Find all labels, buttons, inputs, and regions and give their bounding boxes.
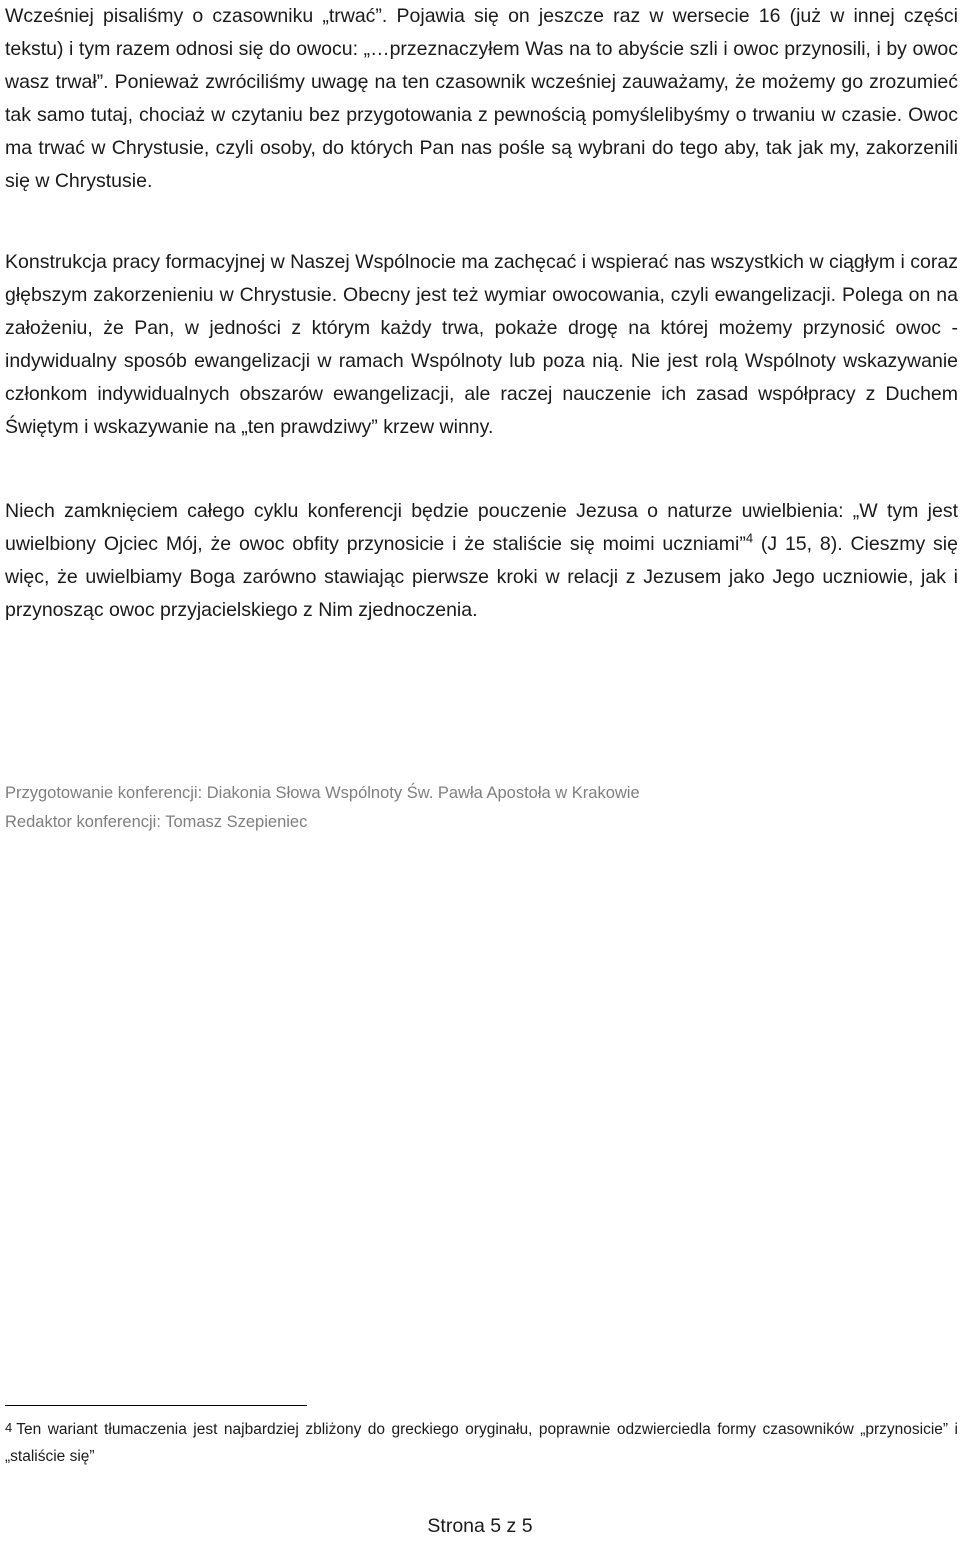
footnote-text: Ten wariant tłumaczenia jest najbardziej zbliżony do greckiego oryginału, poprawnie odzwierciedla formy czasowników „przynosicie” i „staliście się” (5, 1421, 958, 1465)
credits-editor: Redaktor konferencji: Tomasz Szepieniec (5, 813, 308, 831)
credits-preparation: Przygotowanie konferencji: Diakonia Słowa Wspólnoty Św. Pawła Apostoła w Krakowie (5, 784, 640, 802)
paragraph-uwielbienie-part1: Niech zamknięciem całego cyklu konferencji będzie pouczenie Jezusa o naturze uwielbienia: „W tym jest uwielbiony Ojciec Mój, że owoc obfity przynosicie i że staliście się moimi uczniami” (5, 500, 958, 555)
page-number: Strona 5 z 5 (427, 1515, 533, 1537)
paragraph-formacja: Konstrukcja pracy formacyjnej w Naszej Wspólnocie ma zachęcać i wspierać nas wszystkich w ciągłym i coraz głębszym zakorzenieniu w Chrystusie. Obecny jest też wymiar owocowania, czyli ewangelizacji. Polega on na założeniu, że Pan, w jedności z którym każdy trwa, pokaże drogę na której możemy przynosić owoc - indywidualny sposób ewangelizacji w ramach Wspólnoty lub poza nią. Nie jest rolą Wspólnoty wskazywanie członkom indywidualnych obszarów ewangelizacji, ale raczej nauczenie ich zasad współpracy z Duchem Świętym i wskazywanie na „ten prawdziwy” krzew winny. (5, 251, 958, 438)
paragraph-uwielbienie-part2: (J 15, 8). Cieszmy się więc, że uwielbiamy Boga zarówno stawiając pierwsze kroki w relacji z Jezusem jako Jego uczniowie, jak i przynosząc owoc przyjacielskiego z Nim zjednoczenia. (5, 533, 958, 621)
footnote-number: 4 (5, 1420, 13, 1435)
footnote-divider (5, 1405, 307, 1406)
paragraph-trwac: Wcześniej pisaliśmy o czasowniku „trwać”. Pojawia się on jeszcze raz w wersecie 16 (już w innej części tekstu) i tym razem odnosi się do owocu: „…przeznaczyłem Was na to abyście szli i owoc przynosili, i by owoc wasz trwał”. Ponieważ zwróciliśmy uwagę na ten czasownik wcześniej zauważamy, że możemy go zrozumieć tak samo tutaj, chociaż w czytaniu bez przygotowania z pewnością pomyślelibyśmy o trwaniu w czasie. Owoc ma trwać w Chrystusie, czyli osoby, do których Pan nas pośle są wybrani do tego aby, tak jak my, zakorzenili się w Chrystusie. (5, 5, 958, 192)
footnote-reference[interactable]: 4 (745, 530, 754, 546)
paragraph-uwielbienie (5, 495, 958, 627)
footnote (5, 1416, 958, 1470)
credits-block (5, 779, 945, 837)
